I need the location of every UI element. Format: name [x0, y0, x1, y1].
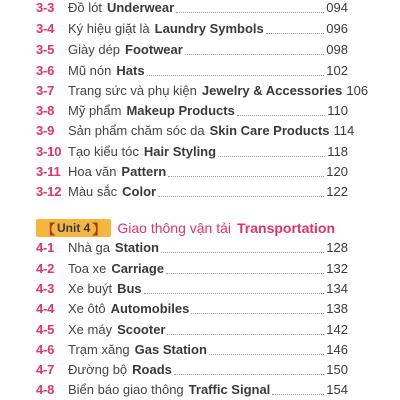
entry-number: 3-8 [36, 103, 55, 118]
entry-number: 4-7 [36, 362, 55, 377]
entry-number: 4-3 [36, 281, 55, 296]
entry-title-en: Roads [132, 362, 172, 377]
dot-leader [167, 334, 324, 335]
entry-number: 3-12 [36, 184, 62, 199]
entry-number: 4-1 [36, 240, 55, 255]
dot-leader [174, 374, 324, 375]
entry-title-vi: Xe buýt [68, 281, 113, 296]
toc-entry-3-10[interactable] [36, 142, 348, 162]
toc-entry-4-3[interactable] [36, 279, 348, 299]
unit-4-heading[interactable] [36, 218, 335, 238]
toc-entry-3-6[interactable] [36, 61, 348, 81]
entry-title-vi: Tạo kiểu tóc [68, 144, 139, 159]
toc-entry-4-8[interactable] [36, 380, 348, 400]
entry-page: 150 [326, 362, 348, 377]
entry-number: 3-4 [36, 21, 55, 36]
entry-page: 142 [326, 322, 348, 337]
entry-page: 154 [326, 382, 348, 397]
dot-leader [166, 273, 324, 274]
dot-leader [176, 12, 324, 13]
entry-title-en: Footwear [125, 42, 183, 57]
bracket-right: 】 [92, 221, 106, 237]
toc-entry-4-2[interactable] [36, 259, 348, 279]
entry-title-en: Pattern [121, 164, 167, 179]
bracket-left: 【 [42, 221, 56, 237]
dot-leader [147, 75, 325, 76]
toc-entry-4-5[interactable] [36, 320, 348, 340]
toc-entry-3-3[interactable] [36, 0, 348, 18]
dot-leader [144, 293, 325, 294]
entry-title-vi: Mũ nón [68, 63, 112, 78]
entry-page: 120 [326, 164, 348, 179]
entry-number: 3-6 [36, 63, 55, 78]
entry-number: 4-2 [36, 261, 55, 276]
entry-page: 094 [326, 0, 348, 15]
entry-title-vi: Xe máy [68, 322, 113, 337]
dot-leader [158, 196, 324, 197]
entry-page: 106 [346, 83, 369, 98]
entry-page: 134 [326, 281, 348, 296]
unit-title-en: Transportation [237, 220, 336, 236]
entry-title-vi: Ký hiệu giặt là [68, 21, 150, 36]
dot-leader [266, 33, 325, 34]
entry-title-en: Traffic Signal [188, 382, 271, 397]
toc-entry-3-9[interactable] [36, 121, 355, 141]
toc-entry-3-11[interactable] [36, 162, 348, 182]
entry-number: 3-9 [36, 123, 55, 138]
entry-title-vi: Trang sức và phụ kiện [68, 83, 197, 98]
entry-title-en: Underwear [106, 0, 175, 15]
entry-page: 146 [326, 342, 348, 357]
entry-page: 122 [326, 184, 348, 199]
entry-title-vi: Hoa văn [68, 164, 117, 179]
entry-title-en: Gas Station [134, 342, 207, 357]
entry-title-vi: Mỹ phẩm [68, 103, 122, 118]
toc-entry-4-4[interactable] [36, 299, 348, 319]
dot-leader [272, 394, 324, 395]
entry-title-vi: Biển báo giao thông [68, 382, 184, 397]
entry-page: 128 [326, 240, 348, 255]
unit-label: Unit 4 [57, 221, 91, 235]
dot-leader [218, 156, 325, 157]
entry-page: 132 [326, 261, 348, 276]
entry-title-en: Color [122, 184, 157, 199]
entry-page: 118 [327, 144, 348, 159]
entry-number: 3-5 [36, 42, 55, 57]
entry-title-en: Station [114, 240, 159, 255]
entry-number: 4-8 [36, 382, 55, 397]
entry-page: 102 [326, 63, 348, 78]
entry-title-en: Makeup Products [126, 103, 235, 118]
entry-title-en: Automobiles [110, 301, 190, 316]
toc-entry-3-12[interactable] [36, 182, 348, 202]
entry-title-vi: Nhà ga [68, 240, 110, 255]
dot-leader [191, 313, 324, 314]
toc-entry-4-7[interactable] [36, 360, 348, 380]
entry-page: 110 [327, 103, 348, 118]
entry-title-vi: Xe ôtô [68, 301, 106, 316]
toc-entry-4-1[interactable] [36, 238, 348, 258]
unit-badge [36, 219, 111, 237]
entry-title-vi: Đồ lót [68, 0, 102, 15]
entry-number: 4-6 [36, 342, 55, 357]
entry-page: 096 [326, 21, 348, 36]
dot-leader [185, 54, 324, 55]
dot-leader [209, 354, 324, 355]
entry-number: 3-10 [36, 144, 62, 159]
toc-entry-3-5[interactable] [36, 40, 348, 60]
entry-number: 4-5 [36, 322, 55, 337]
entry-title-vi: Trạm xăng [68, 342, 130, 357]
entry-title-vi: Đường bộ [68, 362, 128, 377]
toc-entry-3-7[interactable] [36, 81, 369, 101]
entry-title-en: Skin Care Products [209, 123, 330, 138]
entry-page: 098 [326, 42, 348, 57]
entry-title-en: Laundry Symbols [154, 21, 264, 36]
unit-title-vi: Giao thông vận tải [117, 220, 232, 236]
entry-title-en: Carriage [111, 261, 165, 276]
dot-leader [161, 252, 324, 253]
entry-title-en: Jewelry & Accessories [201, 83, 343, 98]
entry-page: 138 [326, 301, 348, 316]
entry-title-en: Hair Styling [143, 144, 217, 159]
toc-entry-3-4[interactable] [36, 19, 348, 39]
entry-number: 3-7 [36, 83, 55, 98]
entry-title-vi: Giày dép [68, 42, 121, 57]
toc-entry-4-6[interactable] [36, 340, 348, 360]
entry-title-en: Bus [117, 281, 142, 296]
toc-entry-3-8[interactable] [36, 101, 348, 121]
entry-number: 3-11 [36, 164, 61, 179]
entry-title-vi: Màu sắc [68, 184, 118, 199]
dot-leader [237, 115, 325, 116]
entry-title-vi: Sản phẩm chăm sóc da [68, 123, 205, 138]
entry-title-vi: Toa xe [68, 261, 107, 276]
entry-title-en: Scooter [117, 322, 166, 337]
dot-leader [168, 176, 324, 177]
entry-title-en: Hats [116, 63, 145, 78]
entry-number: 4-4 [36, 301, 55, 316]
entry-number: 3-3 [36, 0, 55, 15]
entry-page: 114 [333, 123, 355, 138]
